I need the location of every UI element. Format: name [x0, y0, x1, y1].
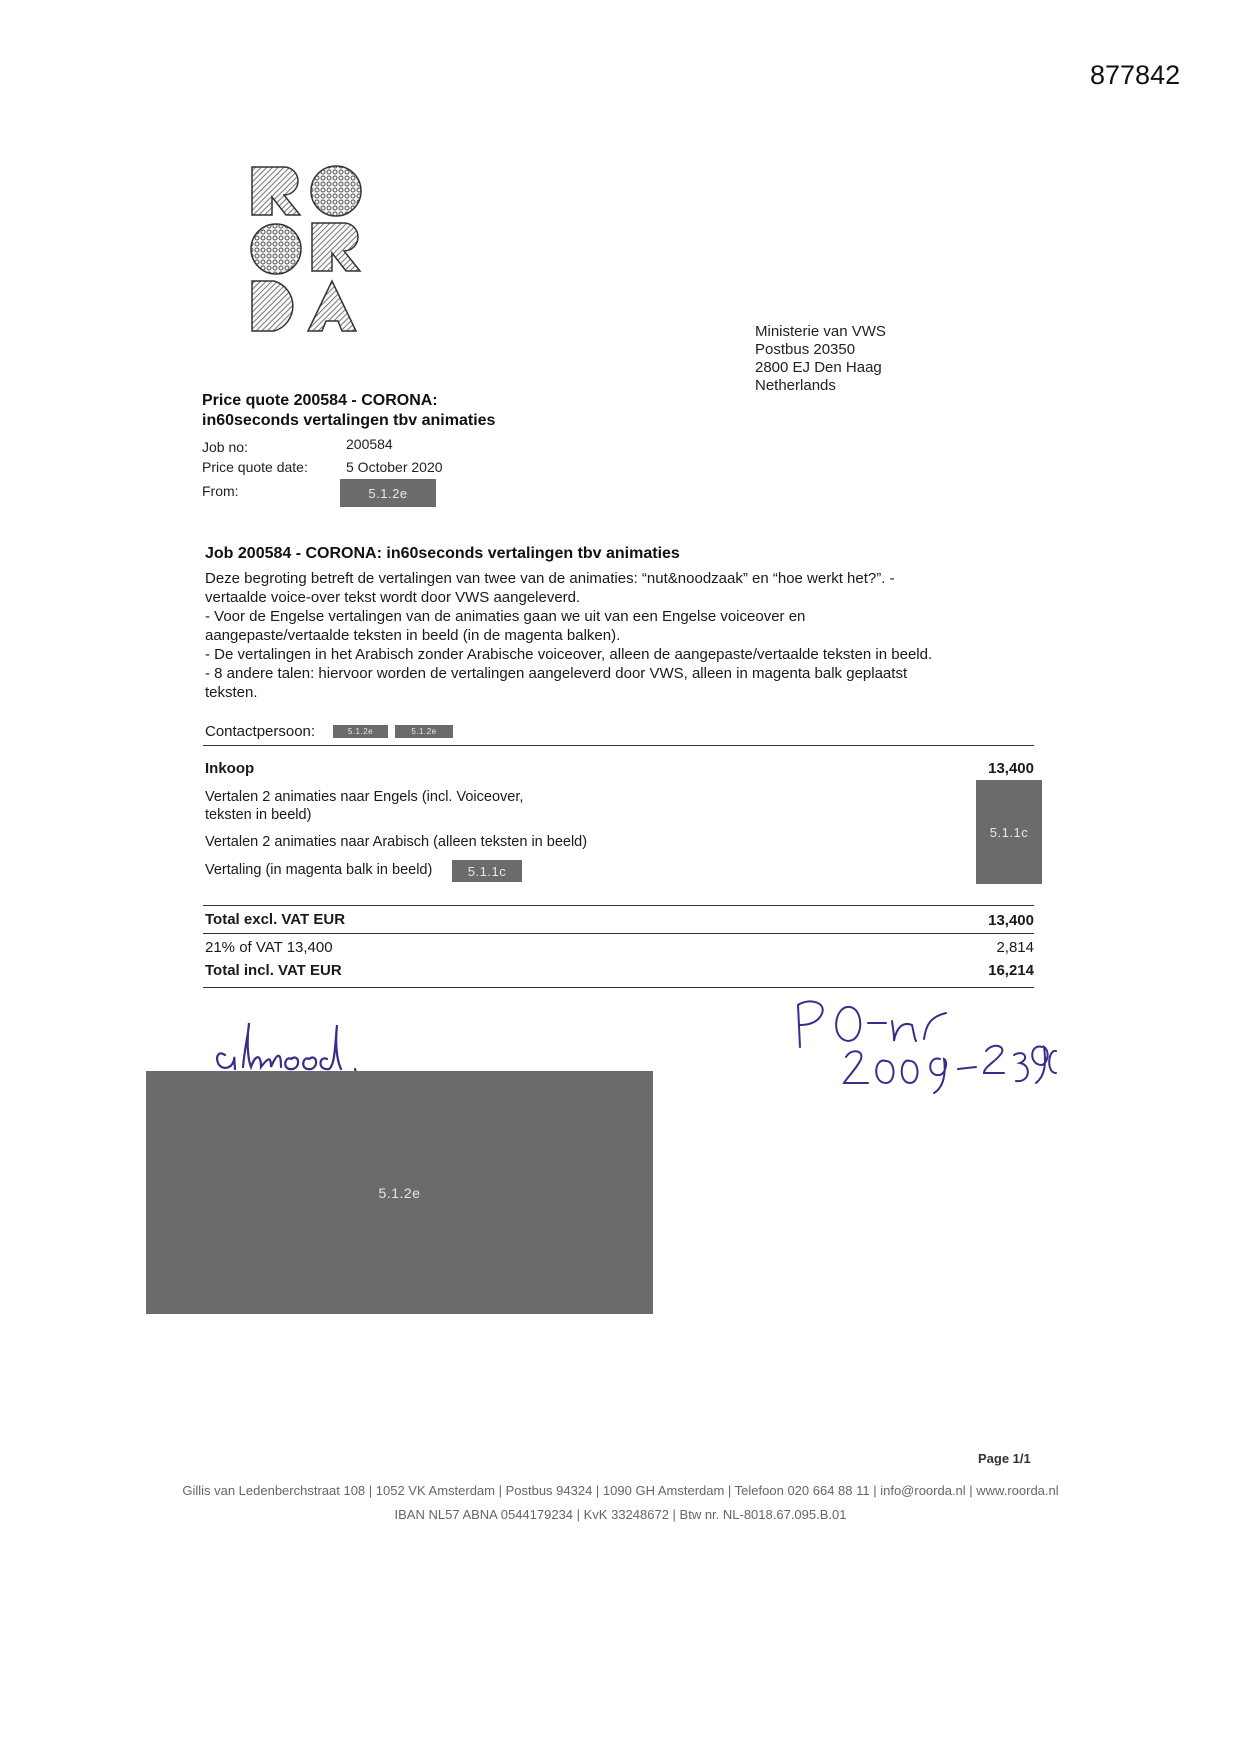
inkoop-item-line: Vertalen 2 animaties naar Engels (incl. Voiceover,	[205, 789, 524, 805]
quote-title	[202, 391, 495, 431]
footer-address: Gillis van Ledenberchstraat 108 | 1052 VK Amsterdam | Postbus 94324 | 1090 GH Amsterdam | Telefoon 020 664 88 11 | info@roorda.nl | www.roorda.nl	[182, 1483, 1059, 1498]
recipient-line: 2800 EJ Den Haag	[755, 359, 882, 376]
inkoop-item-line: teksten in beeld)	[205, 807, 312, 823]
vat-label: 21% of VAT 13,400	[205, 939, 333, 956]
contact-redaction: 5.1.2e	[333, 725, 388, 738]
recipient-address	[755, 323, 886, 395]
job-no-label: Job no:	[202, 439, 248, 455]
total-incl-value: 16,214	[988, 962, 1034, 979]
job-description-line: - Voor de Engelse vertalingen van de animaties gaan we uit van een Engelse voiceover en	[205, 608, 806, 625]
quote-title-line2: in60seconds vertalingen tbv animaties	[202, 412, 496, 429]
inkoop-item: Vertalen 2 animaties naar Arabisch (alleen teksten in beeld)	[205, 834, 588, 850]
job-no-value: 200584	[346, 436, 393, 452]
inkoop-item: Vertaling (in magenta balk in beeld)	[205, 862, 433, 878]
page-number: Page 1/1	[978, 1451, 1031, 1466]
totals-bottom-rule	[203, 987, 1034, 988]
date-label: Price quote date:	[202, 459, 308, 475]
contact-redaction: 5.1.2e	[395, 725, 453, 738]
date-value: 5 October 2020	[346, 459, 443, 475]
job-description-line: teksten.	[205, 684, 258, 701]
footer-bank-details: IBAN NL57 ABNA 0544179234 | KvK 33248672 | Btw nr. NL-8018.67.095.B.01	[394, 1507, 847, 1522]
contact-label: Contactpersoon:	[205, 723, 316, 740]
total-incl-label: Total incl. VAT EUR	[205, 962, 342, 979]
inkoop-label: Inkoop	[205, 760, 255, 777]
quote-title-line1: Price quote 200584 - CORONA:	[202, 392, 438, 409]
totals-top-rule	[203, 905, 1034, 906]
handwritten-po-number	[790, 995, 1060, 1095]
from-label: From:	[202, 483, 239, 499]
job-description-line: - De vertalingen in het Arabisch zonder Arabische voiceover, alleen de aangepaste/vertaalde teksten in beeld.	[205, 646, 933, 663]
job-description-line: vertaalde voice-over tekst wordt door VWS aangeleverd.	[205, 589, 581, 606]
vat-value: 2,814	[996, 939, 1034, 956]
recipient-line: Ministerie van VWS	[755, 323, 886, 340]
table-top-rule	[203, 745, 1034, 746]
total-excl-value: 13,400	[988, 912, 1034, 929]
inkoop-amount-redaction: 5.1.1c	[976, 780, 1042, 884]
inkoop-amount: 13,400	[988, 760, 1034, 777]
inkoop-item	[205, 788, 523, 824]
job-description-line: Deze begroting betreft de vertalingen van twee van de animaties: “nut&noodzaak” en “hoe werkt het?”. -	[205, 570, 895, 587]
job-description-line: - 8 andere talen: hiervoor worden de vertalingen aangeleverd door VWS, alleen in magenta balk geplaatst	[205, 665, 908, 682]
job-description-line: aangepaste/vertaalde teksten in beeld (in de magenta balken).	[205, 627, 621, 644]
totals-mid-rule	[203, 933, 1034, 934]
recipient-line: Netherlands	[755, 377, 836, 394]
signature-redaction: 5.1.2e	[146, 1071, 653, 1314]
roorda-logo	[248, 163, 364, 333]
job-description	[205, 569, 1035, 702]
document-number: 877842	[1090, 60, 1181, 90]
job-title: Job 200584 - CORONA: in60seconds vertalingen tbv animaties	[205, 545, 680, 562]
recipient-line: Postbus 20350	[755, 341, 856, 358]
total-excl-label: Total excl. VAT EUR	[205, 911, 346, 928]
from-redaction: 5.1.2e	[340, 479, 436, 507]
inkoop-item-redaction: 5.1.1c	[452, 860, 522, 882]
